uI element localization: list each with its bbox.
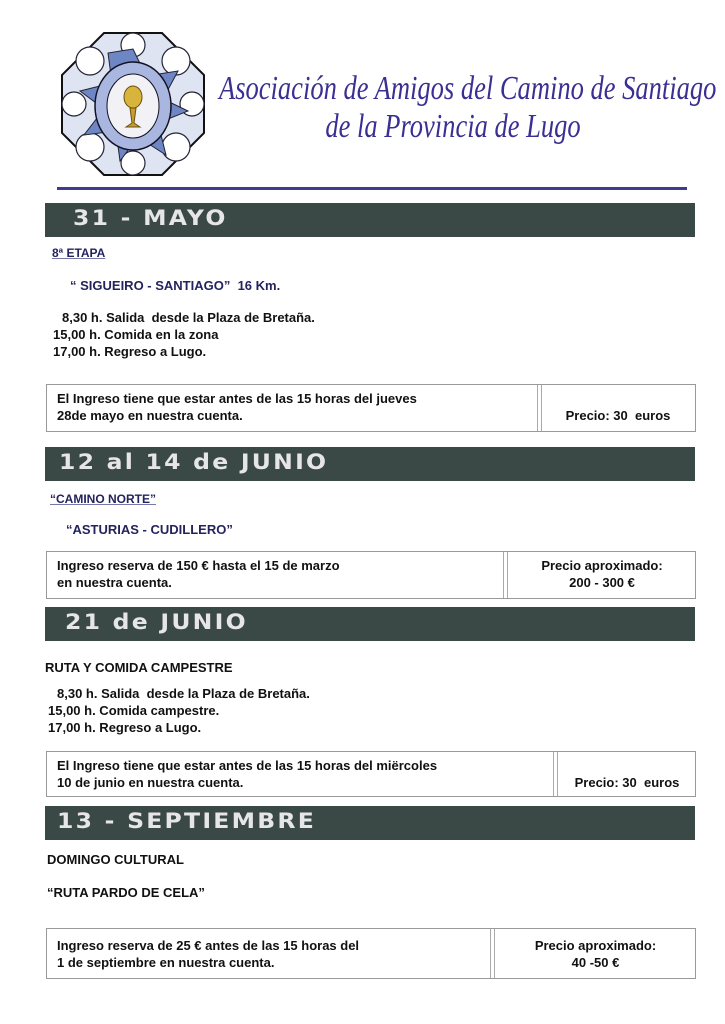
event-date-bar [45,203,695,237]
event-route: “ASTURIAS - CUDILLERO” [66,522,233,537]
schedule-item: 8,30 h. Salida desde la Plaza de Bretaña. [57,686,310,701]
event-subtitle: “CAMINO NORTE” [50,492,156,506]
schedule-item: 15,00 h. Comida en la zona [53,327,219,342]
event-subtitle: DOMINGO CULTURAL [47,852,184,867]
event-subtitle: RUTA Y COMIDA CAMPESTRE [45,660,233,675]
payment-box [46,384,696,432]
association-logo [60,31,206,177]
header-divider [57,187,687,190]
association-title-line1: Asociación de Amigos del Camino de Santiago [219,70,717,107]
payment-info: El Ingreso tiene que estar antes de las 15 horas del miërcoles 10 de junio en nuestra cuenta. [57,758,438,790]
event-date: 21 de JUNIO [65,610,248,634]
event-date-bar [45,607,695,641]
payment-info: Ingreso reserva de 25 € antes de las 15 horas del 1 de septiembre en nuestra cuenta. [57,938,360,970]
event-date: 31 - MAYO [73,206,228,230]
box-divider [537,385,542,431]
event-date: 13 - SEPTIEMBRE [57,809,317,833]
payment-box [46,928,696,979]
event-route: “ SIGUEIRO - SANTIAGO” 16 Km. [70,278,281,293]
box-divider [553,752,558,796]
payment-info: Ingreso reserva de 150 € hasta el 15 de marzo en nuestra cuenta. [57,558,340,590]
event-date-bar [45,447,695,481]
event-date: 12 al 14 de JUNIO [59,450,329,474]
schedule-item: 17,00 h. Regreso a Lugo. [48,720,202,735]
payment-info: El Ingreso tiene que estar antes de las 15 horas del jueves 28de mayo en nuestra cuenta. [57,391,417,423]
schedule-item: 17,00 h. Regreso a Lugo. [53,344,207,359]
box-divider [503,552,508,598]
association-title-line2: de la Provincia de Lugo [325,108,581,145]
box-divider [490,929,495,978]
payment-box [46,751,696,797]
schedule-item: 8,30 h. Salida desde la Plaza de Bretaña. [62,310,315,325]
payment-box [46,551,696,599]
price: Precio aproximado: 40 -50 € [534,938,657,970]
event-date-bar [45,806,695,840]
price: Precio: 30 euros [565,408,671,423]
schedule-item: 15,00 h. Comida campestre. [48,703,220,718]
price: Precio: 30 euros [574,775,680,790]
event-subtitle: 8ª ETAPA [52,246,106,260]
price: Precio aproximado: 200 - 300 € [541,558,663,590]
event-route: “RUTA PARDO DE CELA” [47,885,205,900]
